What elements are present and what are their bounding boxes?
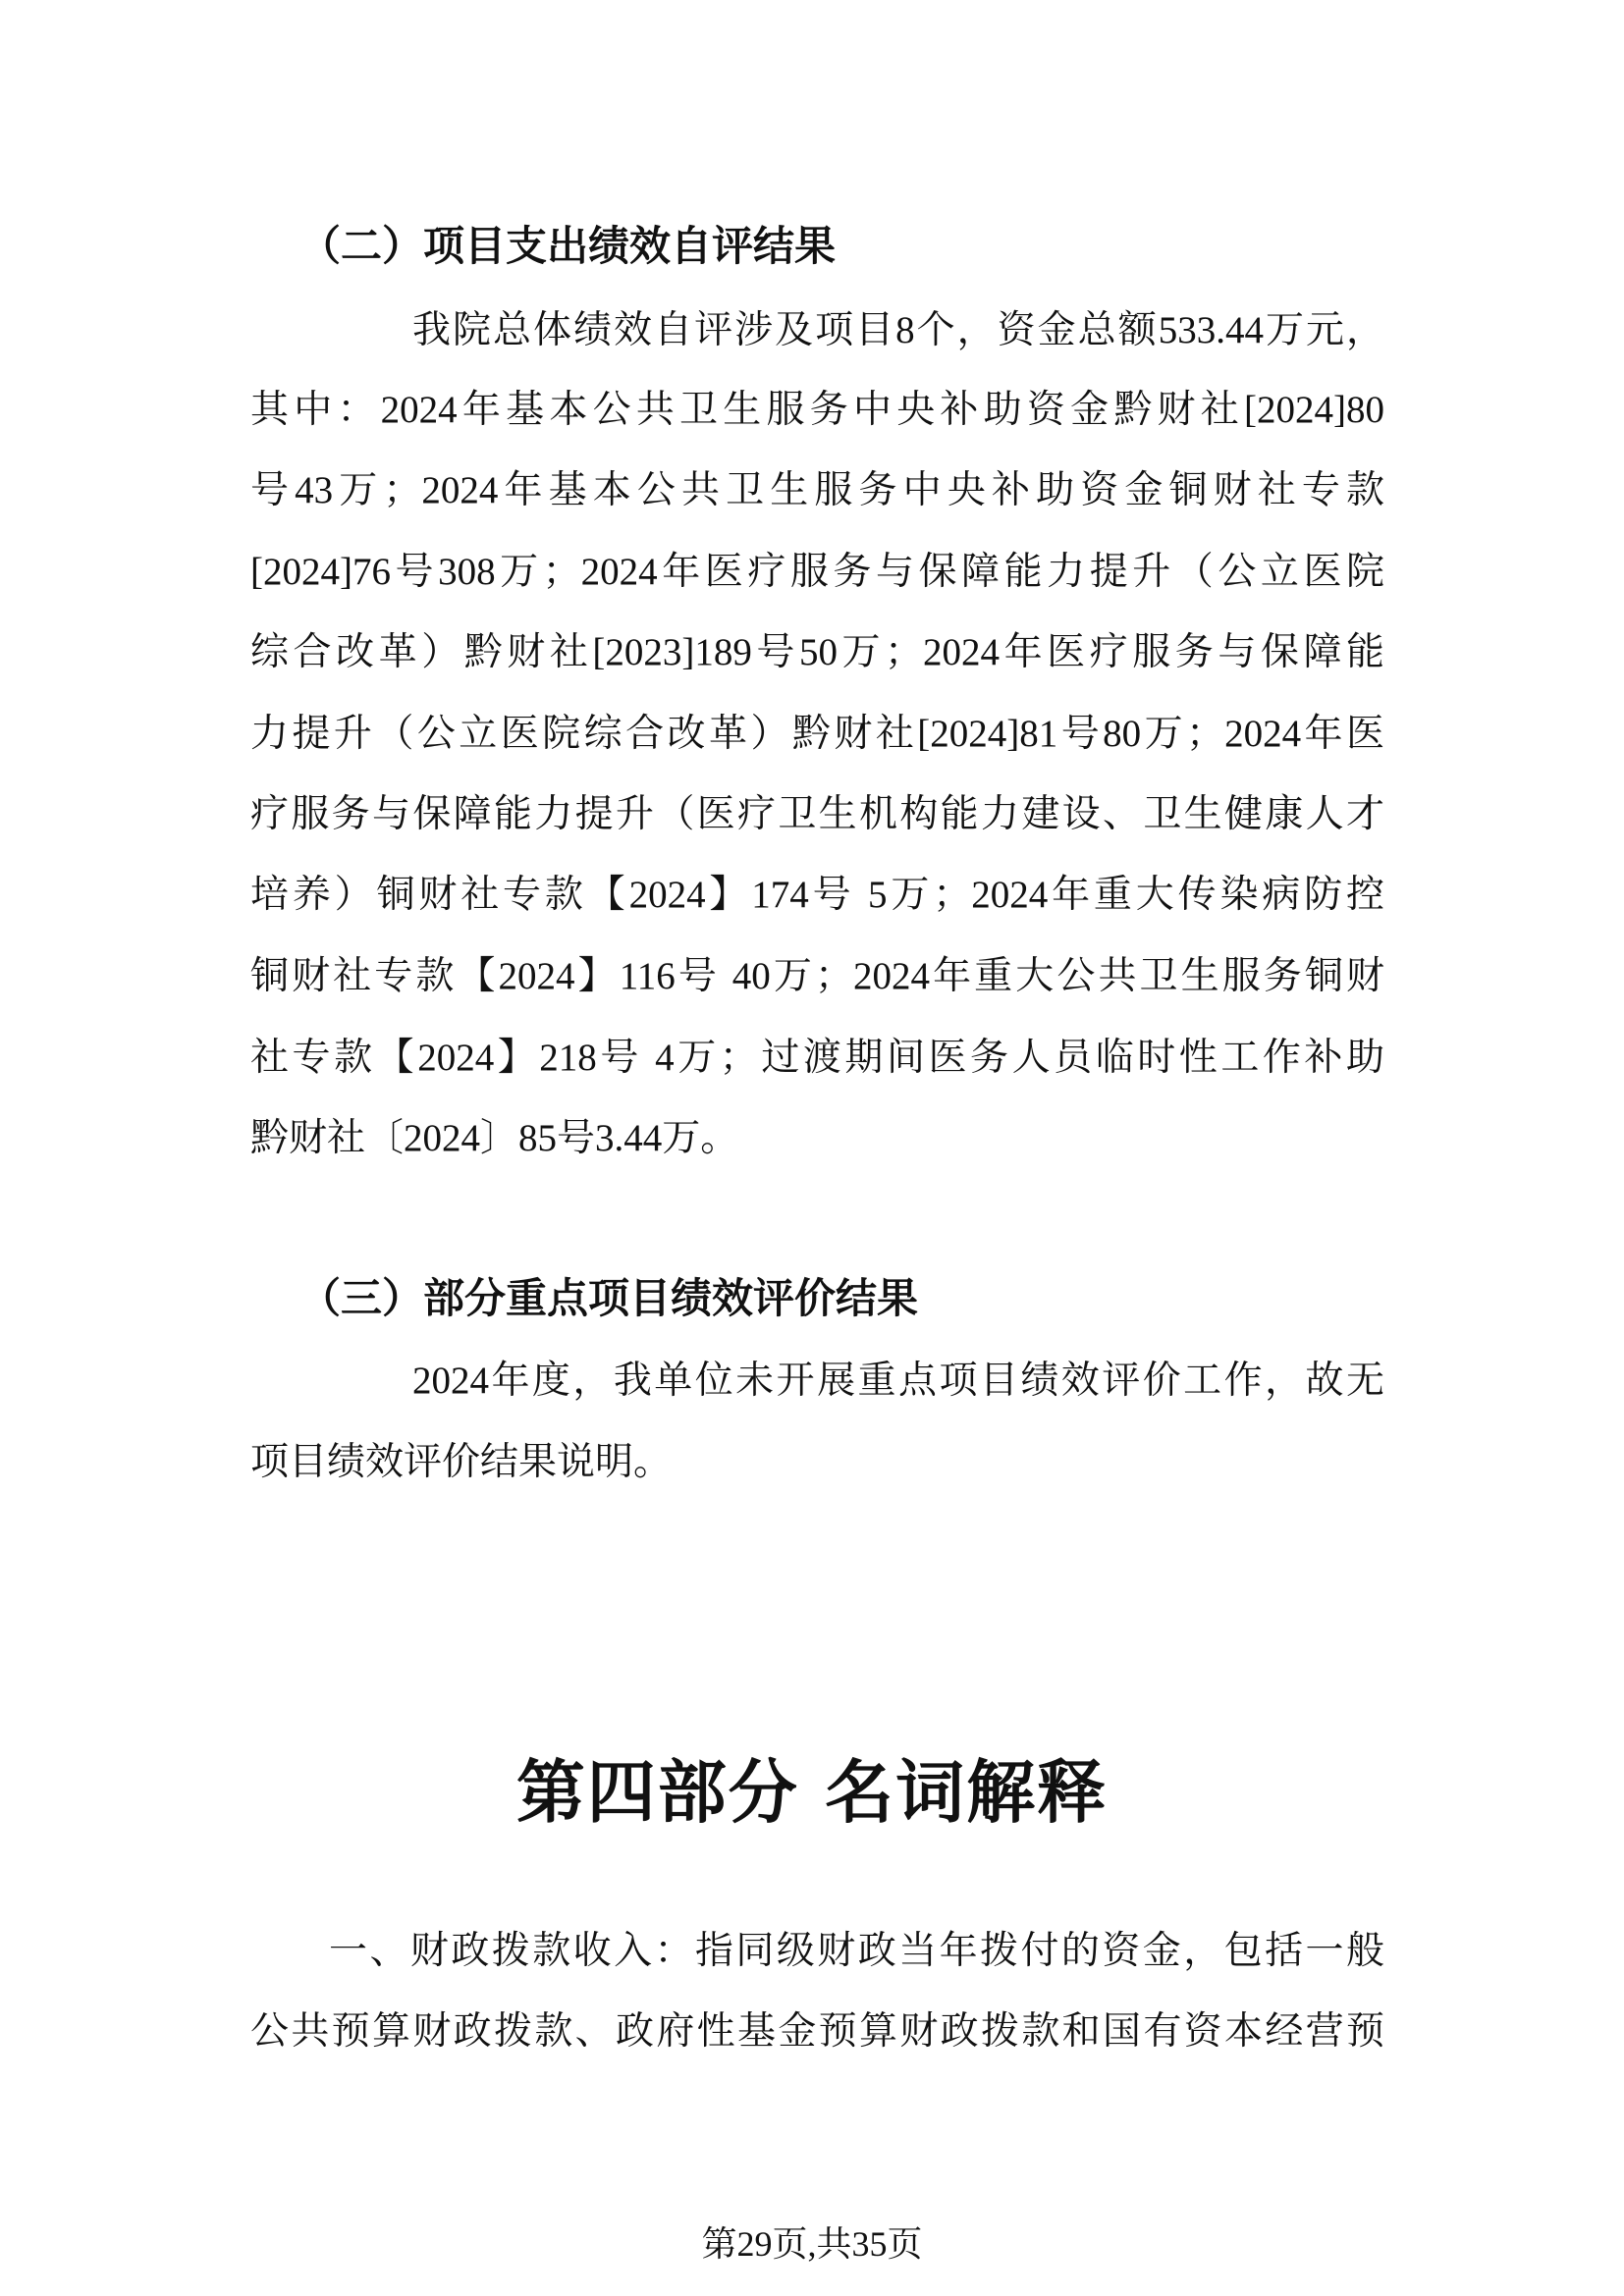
paragraph-line: 铜财社专款【2024】116号 40万；2024年重大公共卫生服务铜财 [250, 955, 1384, 997]
section2-heading: （二）项目支出绩效自评结果 [299, 222, 837, 270]
paragraph-line: 一、财政拨款收入：指同级财政当年拨付的资金，包括一般 [329, 1930, 1384, 1972]
part4-title: 第四部分 名词解释 [515, 1752, 1109, 1833]
paragraph-line: 综合改革）黔财社[2023]189号50万；2024年医疗服务与保障能 [250, 631, 1384, 673]
paragraph-line: 培养）铜财社专款【2024】174号 5万；2024年重大传染病防控 [250, 874, 1384, 916]
paragraph-line: 我院总体绩效自评涉及项目8个，资金总额533.44万元， [412, 309, 1384, 351]
section3-heading: （三）部分重点项目绩效评价结果 [299, 1274, 919, 1322]
paragraph-line: 力提升（公立医院综合改革）黔财社[2024]81号80万；2024年医 [250, 713, 1384, 755]
paragraph-line: 黔财社〔2024〕85号3.44万。 [250, 1117, 739, 1159]
paragraph-line: 号43万；2024年基本公共卫生服务中央补助资金铜财社专款 [250, 469, 1384, 511]
paragraph-line: 社专款【2024】218号 4万；过渡期间医务人员临时性工作补助 [250, 1037, 1384, 1079]
paragraph-line: 2024年度，我单位未开展重点项目绩效评价工作，故无 [412, 1360, 1384, 1402]
paragraph-line: 公共预算财政拨款、政府性基金预算财政拨款和国有资本经营预 [250, 2010, 1384, 2053]
paragraph-line: 疗服务与保障能力提升（医疗卫生机构能力建设、卫生健康人才 [250, 793, 1384, 835]
paragraph-line: 项目绩效评价结果说明。 [250, 1441, 673, 1483]
paragraph-line: [2024]76号308万；2024年医疗服务与保障能力提升（公立医院 [250, 551, 1384, 593]
paragraph-line: 其中：2024年基本公共卫生服务中央补助资金黔财社[2024]80 [250, 389, 1384, 431]
page-number-footer: 第29页,共35页 [701, 2224, 923, 2264]
